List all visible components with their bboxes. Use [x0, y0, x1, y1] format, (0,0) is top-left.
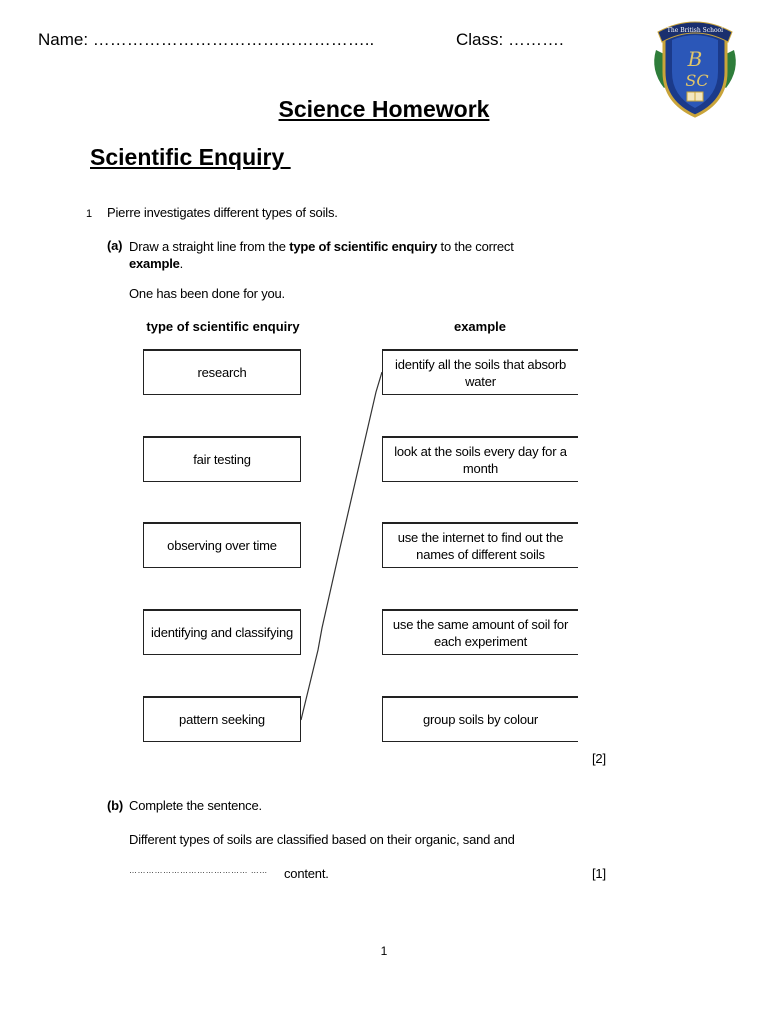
example-box-every-day[interactable]: look at the soils every day for a month [382, 436, 578, 482]
question-number: 1 [86, 208, 93, 220]
part-b-instruction: Complete the sentence. [129, 798, 262, 813]
example-box-absorb-water[interactable]: identify all the soils that absorb water [382, 349, 578, 395]
left-column-header: type of scientific enquiry [146, 319, 300, 334]
name-field-label: Name: ………………………………………….. [38, 30, 375, 49]
svg-text:B: B [687, 47, 703, 71]
example-box-internet[interactable]: use the internet to find out the names of different soils [382, 522, 578, 568]
enquiry-box-fair-testing[interactable]: fair testing [143, 436, 301, 482]
sentence-ending: content. [284, 866, 329, 881]
svg-text:SC: SC [685, 71, 709, 90]
part-b-sentence: Different types of soils are classified based on their organic, sand and [129, 832, 515, 847]
page-number: 1 [380, 944, 388, 958]
part-a-marks: [2] [592, 751, 606, 766]
enquiry-box-observing-over-time[interactable]: observing over time [143, 522, 301, 568]
right-column-header: example [453, 319, 507, 334]
part-a-instruction: Draw a straight line from the type of scientific enquiry to the correct example. [129, 239, 514, 271]
part-b-label: (b) [107, 798, 123, 813]
page-title: Science Homework [278, 96, 490, 122]
class-field-label: Class: ………. [456, 30, 564, 49]
enquiry-box-identifying-classifying[interactable]: identifying and classifying [143, 609, 301, 655]
enquiry-box-research[interactable]: research [143, 349, 301, 395]
enquiry-box-pattern-seeking[interactable]: pattern seeking [143, 696, 301, 742]
example-box-group-by-colour[interactable]: group soils by colour [382, 696, 578, 742]
part-a-label: (a) [107, 238, 123, 253]
part-b-marks: [1] [592, 866, 606, 881]
logo-banner-text: The British School [666, 27, 724, 34]
answer-blank[interactable]: …………………………………… …… [129, 866, 268, 875]
question-intro: Pierre investigates different types of soils. [107, 205, 338, 220]
example-done-note: One has been done for you. [129, 286, 285, 301]
example-box-same-amount[interactable]: use the same amount of soil for each experiment [382, 609, 578, 655]
section-subtitle: Scientific Enquiry [90, 144, 291, 170]
